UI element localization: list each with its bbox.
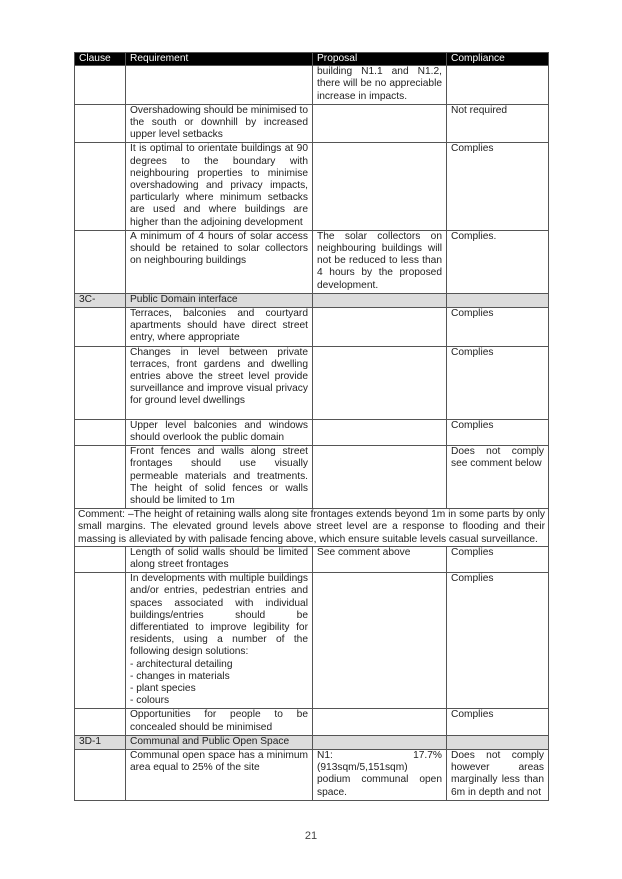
cell-compliance: Complies xyxy=(447,573,549,709)
cell-compliance: Complies xyxy=(447,419,549,445)
table-row xyxy=(75,446,549,509)
cell-clause xyxy=(75,419,126,445)
table-row xyxy=(75,709,549,735)
cell-spacer xyxy=(130,408,308,418)
section-row xyxy=(75,735,549,749)
cell-requirement: Communal open space has a minimum area equal to 25% of the site xyxy=(126,749,313,800)
cell-requirement: Length of solid walls should be limited along street frontages xyxy=(126,546,313,572)
cell-clause xyxy=(75,66,126,105)
section-title: Communal and Public Open Space xyxy=(126,735,313,749)
cell-compliance: Complies xyxy=(447,546,549,572)
cell-proposal xyxy=(313,419,447,445)
cell-compliance: Complies. xyxy=(447,230,549,293)
cell-compliance xyxy=(447,735,549,749)
requirement-text: Changes in level between private terraces, front gardens and dwelling entries above the street level provide surveillance and improve visual privacy for ground level dwellings xyxy=(130,346,308,407)
cell-requirement: It is optimal to orientate buildings at 90 degrees to the boundary with neighbouring properties to minimise overshadowing and privacy impacts, particularly where minimum setbacks are used and where buildings are higher than the adjoining development xyxy=(126,143,313,230)
cell-proposal: N1: 17.7% (913sqm/5,151sqm) podium communal open space. xyxy=(313,749,447,800)
cell-clause xyxy=(75,104,126,143)
compliance-table xyxy=(74,52,549,801)
cell-clause xyxy=(75,749,126,800)
cell-proposal xyxy=(313,143,447,230)
cell-compliance: Does not comply however areas marginally less than 6m in depth and not xyxy=(447,749,549,800)
requirement-text: In developments with multiple buildings and/or entries, pedestrian entries and spaces associated with individual buildings/entries should be differentiated to improve legibility for residents, using a number of the following design solutions: xyxy=(130,573,308,658)
table-row xyxy=(75,346,549,419)
cell-clause xyxy=(75,346,126,419)
cell-requirement: Overshadowing should be minimised to the south or downhill by increased upper level setbacks xyxy=(126,104,313,143)
cell-requirement: Upper level balconies and windows should overlook the public domain xyxy=(126,419,313,445)
cell-proposal: building N1.1 and N1.2, there will be no appreciable increase in impacts. xyxy=(313,66,447,105)
table-row xyxy=(75,308,549,347)
cell-clause xyxy=(75,709,126,735)
cell-requirement: Opportunities for people to be concealed should be minimised xyxy=(126,709,313,735)
cell-clause xyxy=(75,446,126,509)
cell-requirement xyxy=(126,573,313,709)
section-title: Public Domain interface xyxy=(126,293,313,307)
cell-proposal xyxy=(313,293,447,307)
cell-compliance: Complies xyxy=(447,346,549,419)
cell-proposal: See comment above xyxy=(313,546,447,572)
comment-row xyxy=(75,509,549,547)
table-row xyxy=(75,546,549,572)
cell-requirement xyxy=(126,346,313,419)
table-row xyxy=(75,749,549,800)
cell-compliance xyxy=(447,293,549,307)
cell-proposal xyxy=(313,709,447,735)
section-row xyxy=(75,293,549,307)
cell-clause xyxy=(75,546,126,572)
header-proposal: Proposal xyxy=(313,53,447,66)
list-item: - colours xyxy=(130,695,170,707)
cell-compliance xyxy=(447,66,549,105)
cell-clause xyxy=(75,573,126,709)
cell-proposal xyxy=(313,735,447,749)
cell-requirement: A minimum of 4 hours of solar access should be retained to solar collectors on neighbouring buildings xyxy=(126,230,313,293)
section-clause: 3C- xyxy=(75,293,126,307)
table-row xyxy=(75,419,549,445)
table-row xyxy=(75,573,549,709)
cell-proposal xyxy=(313,308,447,347)
list-item: - architectural detailing xyxy=(130,658,233,670)
list-item: - plant species xyxy=(130,682,196,694)
cell-compliance: Complies xyxy=(447,308,549,347)
page-number: 21 xyxy=(304,830,318,842)
table-row xyxy=(75,230,549,293)
header-clause: Clause xyxy=(75,53,126,66)
section-clause: 3D-1 xyxy=(75,735,126,749)
table-row xyxy=(75,104,549,143)
cell-requirement: Front fences and walls along street frontages should use visually permeable materials and treatments. The height of solid fences or walls should be limited to 1m xyxy=(126,446,313,509)
table-row xyxy=(75,66,549,105)
comment-text: Comment: –The height of retaining walls along site frontages extends beyond 1m in some parts by only small margins. The elevated ground levels above street level are a response to flooding and their massing is alleviated by with palisade fencing above, which ensure suitable levels casual surveillance. xyxy=(75,509,549,547)
cell-requirement: Terraces, balconies and courtyard apartments should have direct street entry, where appropriate xyxy=(126,308,313,347)
cell-proposal xyxy=(313,573,447,709)
table-header-row xyxy=(75,53,549,66)
table-row xyxy=(75,143,549,230)
list-item: - changes in materials xyxy=(130,670,230,682)
cell-proposal xyxy=(313,104,447,143)
cell-proposal xyxy=(313,446,447,509)
cell-clause xyxy=(75,230,126,293)
cell-proposal: The solar collectors on neighbouring buildings will not be reduced to less than 4 hours by the proposed development. xyxy=(313,230,447,293)
cell-proposal xyxy=(313,346,447,419)
cell-compliance: Complies xyxy=(447,709,549,735)
header-compliance: Compliance xyxy=(447,53,549,66)
cell-clause xyxy=(75,143,126,230)
cell-clause xyxy=(75,308,126,347)
cell-requirement xyxy=(126,66,313,105)
header-requirement: Requirement xyxy=(126,53,313,66)
cell-compliance: Complies xyxy=(447,143,549,230)
cell-compliance: Does not comply see comment below xyxy=(447,446,549,509)
cell-compliance: Not required xyxy=(447,104,549,143)
